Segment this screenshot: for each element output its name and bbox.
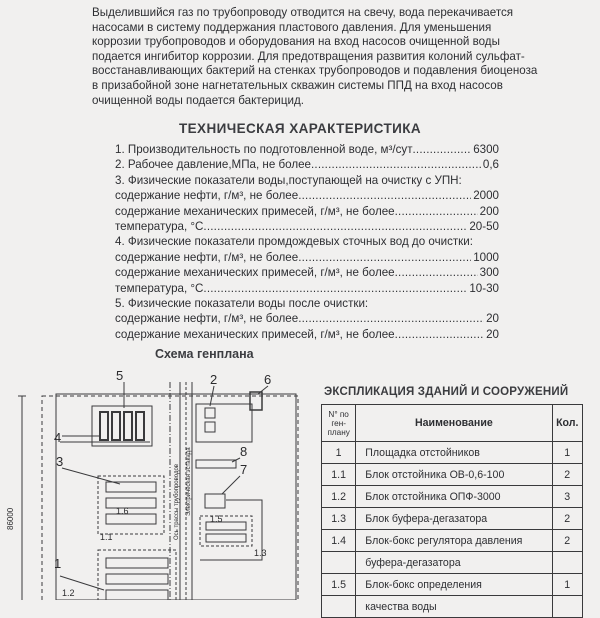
- spec-value: 6300: [473, 143, 499, 156]
- spec-row: [115, 311, 499, 326]
- intro-line: в призабойной зоне нагнетательных скважин системы ППД на вход насосов: [92, 78, 503, 92]
- spec-row: [115, 157, 499, 172]
- spec-row: [115, 219, 499, 234]
- spec-heading: 4. Физические показатели промдождевых сточных вод до очистки:: [115, 235, 473, 249]
- plan-label: 1.6: [116, 506, 129, 516]
- spec-label: содержание механических примесей, г/м³, не более: [115, 327, 395, 341]
- genplan-title: Схема генплана: [155, 347, 254, 361]
- header-num: N° по ген- плану: [322, 405, 356, 442]
- table-row: 1.2 Блок отстойника ОПФ-3000 3: [322, 486, 583, 508]
- electric-rack-label: Электрическая эстакада: [186, 447, 192, 516]
- spec-row: [115, 250, 499, 265]
- explication-table: [321, 404, 583, 618]
- plan-label: 1.1: [100, 532, 113, 542]
- plan-label: 1.3: [254, 548, 267, 558]
- intro-line: восстанавливающих бактерий на стенках трубопроводов и подавления биоценоза: [92, 64, 538, 78]
- table-row: 1.1 Блок отстойника ОВ-0,6-100 2: [322, 464, 583, 486]
- plan-label: 7: [240, 462, 248, 477]
- plan-label: 4: [54, 430, 62, 445]
- intro-line: подается ингибитор коррозии. Для предотвращения развития колоний сульфат-: [92, 49, 525, 63]
- spec-value: 2000: [473, 189, 499, 203]
- table-row: 1.5 Блок-бокс определения 1: [322, 574, 583, 596]
- spec-label: температура, °С: [115, 281, 204, 295]
- spec-heading: 3. Физические показатели воды,поступающей на очистку с УПН:: [115, 173, 462, 187]
- spec-list: [115, 142, 499, 342]
- spec-row: [115, 188, 499, 203]
- table-row: буфера-дегазатора: [322, 552, 583, 574]
- spec-value: 1000: [473, 250, 499, 264]
- table-row: качества воды: [322, 596, 583, 618]
- spec-value: 20: [486, 327, 499, 341]
- genplan-drawing: [0, 364, 310, 600]
- dimension-label: 86000: [6, 507, 15, 530]
- spec-value: 20-50: [469, 220, 499, 234]
- header-qty: Кол.: [552, 405, 583, 442]
- spec-value: 10-30: [469, 281, 499, 295]
- spec-label: содержание механических примесей, г/м³, не более: [115, 266, 395, 280]
- plan-label: 8: [240, 444, 248, 459]
- plan-label: 6: [264, 372, 272, 387]
- table-header: [322, 405, 583, 442]
- intro-line: насосами в систему поддержания пластового давления. Для уменьшения: [92, 20, 492, 34]
- spec-row: [115, 204, 499, 219]
- intro-line: очищенной воды подается бактерицид.: [92, 93, 304, 107]
- spec-label: содержание нефти, г/м³, не более: [115, 250, 299, 264]
- spec-label: 1. Производительность по подготовленной воде, м³/сут: [115, 143, 413, 156]
- plan-label: 2: [210, 372, 218, 387]
- plan-label: 1: [54, 556, 62, 571]
- plan-label: 1.2: [62, 588, 75, 598]
- spec-row: [115, 142, 499, 157]
- spec-label: температура, °С: [115, 220, 204, 234]
- spec-label: содержание механических примесей, г/м³, не более: [115, 204, 395, 218]
- spec-label: 2. Рабочее давление,МПа, не более: [115, 158, 311, 172]
- plan-label: 1.5: [210, 514, 223, 524]
- table-row: 1 Площадка отстойников 1: [322, 442, 583, 464]
- spec-label: содержание нефти, г/м³, не более: [115, 312, 299, 326]
- plan-label: 3: [56, 454, 64, 469]
- spec-label: содержание нефти, г/м³, не более: [115, 189, 299, 203]
- spec-value: 300: [479, 266, 499, 280]
- intro-line: Выделившийся газ по трубопроводу отводится на свечу, вода перекачивается: [92, 6, 514, 19]
- spec-row: [115, 327, 499, 342]
- tech-title: ТЕХНИЧЕСКАЯ ХАРАКТЕРИСТИКА: [179, 121, 421, 136]
- explication-title: ЭКСПЛИКАЦИЯ ЗДАНИЙ И СООРУЖЕНИЙ: [324, 386, 569, 398]
- intro-paragraph: [92, 6, 562, 108]
- spec-heading: 5. Физические показатели воды после очистки:: [115, 297, 369, 311]
- header-name: Наименование: [356, 405, 552, 442]
- spec-value: 200: [479, 204, 499, 218]
- plan-label: 5: [116, 368, 124, 383]
- table-row: 1.3 Блок буфера-дегазатора 2: [322, 508, 583, 530]
- spec-row: [115, 265, 499, 280]
- spec-row: [115, 281, 499, 296]
- table-row: 1.4 Блок-бокс регулятора давления 2: [322, 530, 583, 552]
- pipeline-axis-label: Ось трассы трубопроводов: [174, 464, 180, 540]
- intro-line: коррозии трубопроводов и оборудования на вход насосов очищенной воды: [92, 35, 500, 49]
- spec-value: 0,6: [482, 158, 499, 172]
- spec-value: 20: [486, 312, 499, 326]
